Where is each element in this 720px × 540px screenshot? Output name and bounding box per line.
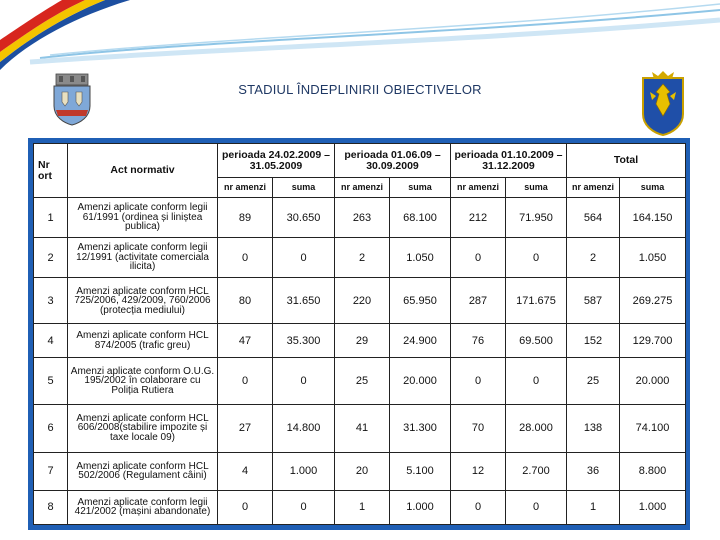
cell-p2-count: 2	[335, 238, 390, 278]
cell-p3-sum: 71.950	[506, 198, 567, 238]
cell-p1-count: 80	[218, 278, 273, 324]
cell-act: Amenzi aplicate conform legii 61/1991 (ordinea și liniștea publica)	[68, 198, 218, 238]
cell-p2-count: 220	[335, 278, 390, 324]
cell-p1-count: 0	[218, 238, 273, 278]
cell-p2-count: 263	[335, 198, 390, 238]
table-row	[34, 358, 686, 404]
subheader-count: nr amenzi	[218, 178, 273, 198]
cell-total-sum: 269.275	[620, 278, 686, 324]
cell-nr: 5	[34, 358, 68, 404]
cell-total-count: 2	[567, 238, 620, 278]
cell-total-count: 1	[567, 490, 620, 524]
cell-total-sum: 20.000	[620, 358, 686, 404]
cell-p3-sum: 0	[506, 238, 567, 278]
cell-p1-sum: 35.300	[273, 324, 335, 358]
table-row	[34, 490, 686, 524]
cell-act: Amenzi aplicate conform HCL 725/2006, 429/2009, 760/2006 (protecția mediului)	[68, 278, 218, 324]
cell-p2-sum: 68.100	[390, 198, 451, 238]
cell-p3-sum: 28.000	[506, 404, 567, 452]
subheader-count: nr amenzi	[335, 178, 390, 198]
cell-p2-sum: 24.900	[390, 324, 451, 358]
cell-nr: 7	[34, 452, 68, 490]
cell-p2-count: 25	[335, 358, 390, 404]
cell-total-sum: 1.050	[620, 238, 686, 278]
cell-nr: 2	[34, 238, 68, 278]
cell-p3-count: 287	[451, 278, 506, 324]
cell-p1-sum: 0	[273, 490, 335, 524]
cell-p2-count: 41	[335, 404, 390, 452]
subheader-sum: suma	[273, 178, 335, 198]
cell-p2-sum: 65.950	[390, 278, 451, 324]
city-coat-of-arms-icon	[50, 72, 94, 126]
cell-p1-count: 47	[218, 324, 273, 358]
page-title: STADIUL ÎNDEPLINIRII OBIECTIVELOR	[238, 82, 482, 97]
cell-act: Amenzi aplicate conform legii 421/2002 (mașini abandonate)	[68, 490, 218, 524]
subheader-count: nr amenzi	[567, 178, 620, 198]
cell-nr: 8	[34, 490, 68, 524]
cell-total-count: 152	[567, 324, 620, 358]
cell-p1-count: 27	[218, 404, 273, 452]
cell-total-sum: 8.800	[620, 452, 686, 490]
cell-p3-count: 0	[451, 238, 506, 278]
cell-p3-sum: 0	[506, 490, 567, 524]
cell-p1-sum: 1.000	[273, 452, 335, 490]
cell-p1-sum: 30.650	[273, 198, 335, 238]
table-row	[34, 198, 686, 238]
cell-p2-sum: 20.000	[390, 358, 451, 404]
table-row	[34, 278, 686, 324]
county-coat-of-arms-icon	[640, 70, 686, 136]
cell-total-sum: 164.150	[620, 198, 686, 238]
cell-p2-sum: 31.300	[390, 404, 451, 452]
cell-p3-sum: 171.675	[506, 278, 567, 324]
cell-act: Amenzi aplicate conform HCL 606/2008(stabilire impozite și taxe locale 09)	[68, 404, 218, 452]
cell-p1-count: 89	[218, 198, 273, 238]
table-row	[34, 452, 686, 490]
cell-p1-count: 0	[218, 358, 273, 404]
cell-total-sum: 1.000	[620, 490, 686, 524]
cell-total-count: 587	[567, 278, 620, 324]
cell-p1-sum: 0	[273, 238, 335, 278]
cell-total-count: 36	[567, 452, 620, 490]
cell-act: Amenzi aplicate conform legii 12/1991 (activitate comerciala ilicita)	[68, 238, 218, 278]
header-swoosh-decoration	[0, 0, 720, 80]
cell-p2-sum: 5.100	[390, 452, 451, 490]
cell-p1-sum: 0	[273, 358, 335, 404]
cell-p1-sum: 31.650	[273, 278, 335, 324]
table-row	[34, 404, 686, 452]
cell-p3-count: 76	[451, 324, 506, 358]
cell-p3-count: 0	[451, 490, 506, 524]
header-period-3: perioada 01.10.2009 – 31.12.2009	[451, 144, 567, 178]
cell-p2-sum: 1.000	[390, 490, 451, 524]
cell-nr: 1	[34, 198, 68, 238]
subheader-sum: suma	[390, 178, 451, 198]
header-nr: Nr ort	[34, 144, 68, 198]
cell-p1-count: 4	[218, 452, 273, 490]
cell-p3-count: 12	[451, 452, 506, 490]
cell-total-count: 25	[567, 358, 620, 404]
header-act-normativ: Act normativ	[68, 144, 218, 198]
cell-act: Amenzi aplicate conform O.U.G. 195/2002 în colaborare cu Poliția Rutiera	[68, 358, 218, 404]
fines-table	[33, 143, 686, 525]
cell-p3-count: 212	[451, 198, 506, 238]
cell-act: Amenzi aplicate conform HCL 502/2006 (Regulament câini)	[68, 452, 218, 490]
cell-p1-sum: 14.800	[273, 404, 335, 452]
cell-total-count: 564	[567, 198, 620, 238]
header-period-2: perioada 01.06.09 – 30.09.2009	[335, 144, 451, 178]
cell-nr: 3	[34, 278, 68, 324]
cell-act: Amenzi aplicate conform HCL 874/2005 (trafic greu)	[68, 324, 218, 358]
subheader-sum: suma	[506, 178, 567, 198]
cell-p3-count: 70	[451, 404, 506, 452]
table-row	[34, 324, 686, 358]
cell-p3-sum: 0	[506, 358, 567, 404]
cell-total-count: 138	[567, 404, 620, 452]
header-total: Total	[567, 144, 686, 178]
table-row	[34, 238, 686, 278]
cell-nr: 6	[34, 404, 68, 452]
cell-p2-sum: 1.050	[390, 238, 451, 278]
subheader-sum: suma	[620, 178, 686, 198]
cell-p3-sum: 69.500	[506, 324, 567, 358]
cell-p1-count: 0	[218, 490, 273, 524]
cell-p2-count: 29	[335, 324, 390, 358]
cell-nr: 4	[34, 324, 68, 358]
subheader-count: nr amenzi	[451, 178, 506, 198]
cell-total-sum: 74.100	[620, 404, 686, 452]
table-frame	[28, 138, 690, 530]
cell-p2-count: 1	[335, 490, 390, 524]
cell-p2-count: 20	[335, 452, 390, 490]
cell-p3-count: 0	[451, 358, 506, 404]
header-period-1: perioada 24.02.2009 – 31.05.2009	[218, 144, 335, 178]
cell-p3-sum: 2.700	[506, 452, 567, 490]
cell-total-sum: 129.700	[620, 324, 686, 358]
